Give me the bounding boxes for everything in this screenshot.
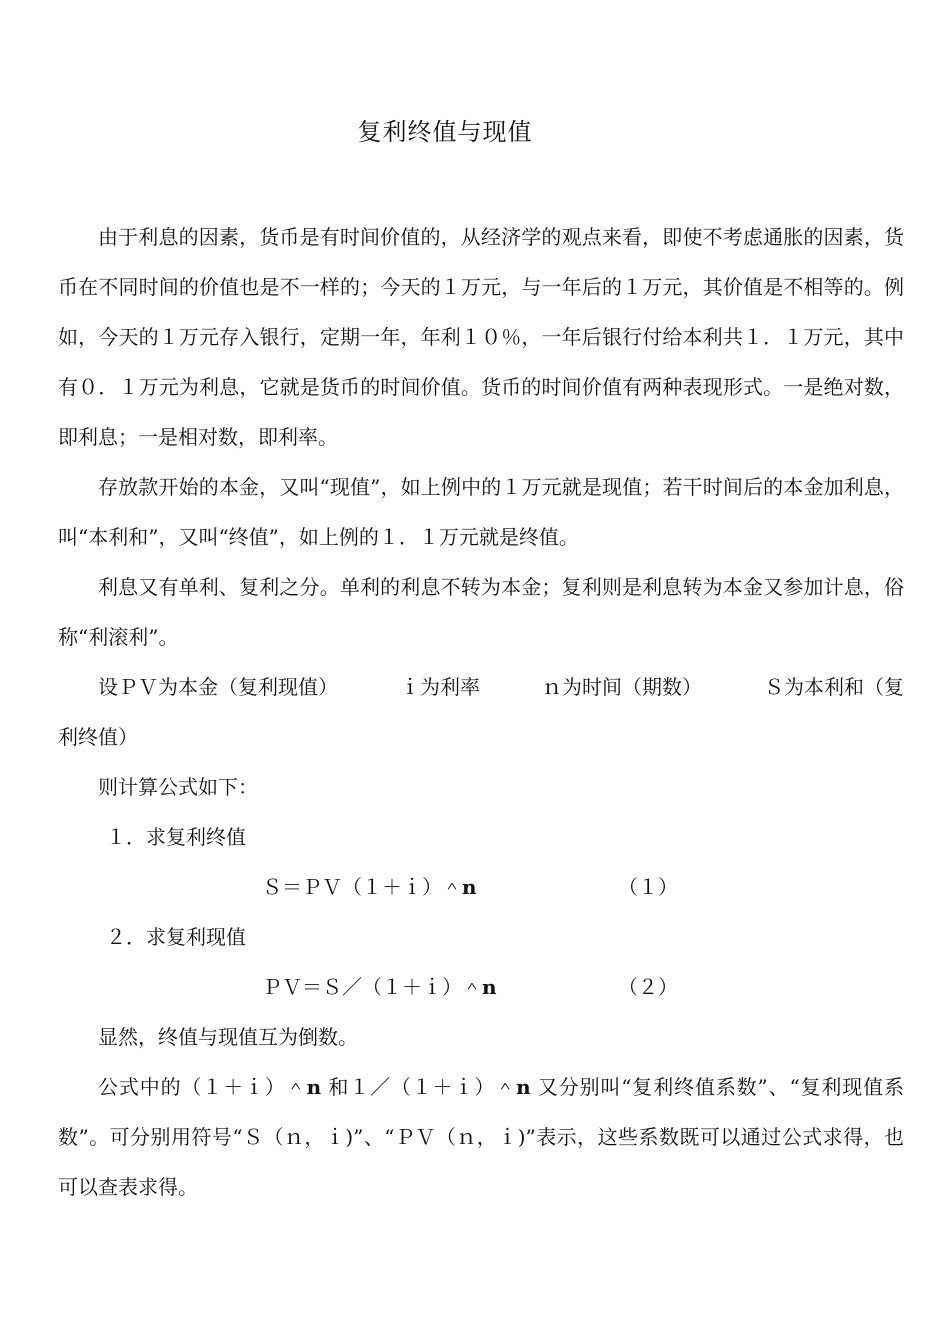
paragraph-present-future-value: 存放款开始的本金，又叫“现值”，如上例中的１万元就是现值；若干时间后的本金加利息，叫“本利和”，又叫“终值”，如上例的１．１万元就是终值。 bbox=[58, 475, 904, 549]
formula-intro: 则计算公式如下： bbox=[98, 775, 258, 799]
variable-pv: 设ＰＶ为本金（复利现值） bbox=[98, 675, 338, 699]
section-heading-present-value: ２．求复利现值 bbox=[106, 925, 246, 949]
variable-definitions bbox=[58, 662, 904, 712]
section-heading-future-value: １．求复利终值 bbox=[106, 825, 246, 849]
formula-number: （２） bbox=[618, 975, 678, 999]
formula-expression: Ｓ＝ＰＶ（１＋ｉ）＾n bbox=[262, 875, 477, 899]
document-body bbox=[58, 212, 904, 1212]
document-title: 复利终值与现值 bbox=[357, 118, 533, 146]
formula-exponent: n bbox=[482, 975, 497, 999]
variable-s: Ｓ为本利和（复 bbox=[764, 675, 904, 699]
formula-present-value bbox=[58, 962, 904, 1012]
paragraph-reciprocal: 显然，终值与现值互为倒数。 bbox=[98, 1025, 358, 1049]
formula-number: （１） bbox=[618, 875, 678, 899]
variable-definitions-continued: 利终值） bbox=[58, 725, 138, 749]
formula-exponent: n bbox=[462, 875, 477, 899]
formula-future-value bbox=[58, 862, 904, 912]
variable-n: ｎ为时间（期数） bbox=[542, 675, 702, 699]
formula-expression: ＰＶ＝Ｓ／（１＋ｉ）＾n bbox=[262, 975, 497, 999]
paragraph-simple-compound: 利息又有单利、复利之分。单利的利息不转为本金；复利则是利息转为本金又参加计息，俗称“利滚利”。 bbox=[58, 575, 904, 649]
paragraph-time-value: 由于利息的因素，货币是有时间价值的，从经济学的观点来看，即使不考虑通胀的因素，货币在不同时间的价值也是不一样的；今天的１万元，与一年后的１万元，其价值是不相等的。例如，今天的１万元存入银行，定期一年，年利１０％，一年后银行付给本利共１．１万元，其中有０．１万元为利息，它就是货币的时间价值。货币的时间价值有两种表现形式。一是绝对数，即利息；一是相对数，即利率。 bbox=[58, 225, 904, 449]
paragraph-coefficients: 公式中的（１＋ｉ）＾n 和１／（１＋ｉ）＾n 又分别叫“复利终值系数”、“复利现值系数”。可分别用符号“Ｓ（ｎ，ｉ)”、“ＰＶ（ｎ，ｉ)”表示，这些系数既可以通过公式求得，也可以查表求得。 bbox=[58, 1075, 904, 1199]
variable-i: ｉ为利率 bbox=[400, 675, 480, 699]
